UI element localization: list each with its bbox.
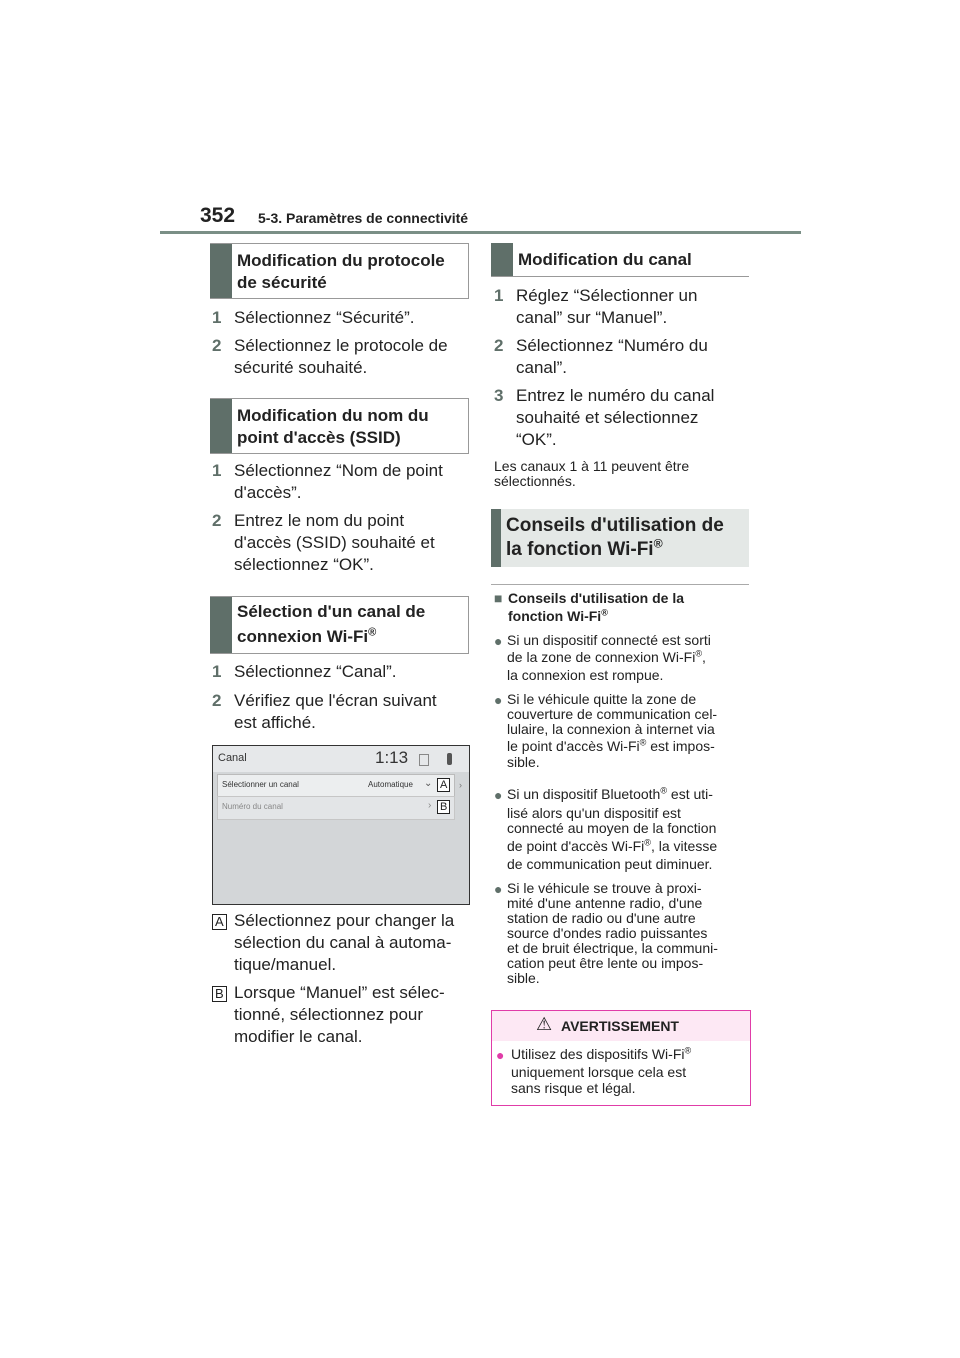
screen-title: Canal bbox=[218, 752, 247, 764]
step-number: 2 bbox=[212, 691, 222, 710]
warning-title: AVERTISSEMENT bbox=[561, 1018, 679, 1034]
section-title: 5-3. Paramètres de connectivité bbox=[258, 210, 469, 226]
tip-line: connecté au moyen de la fonction bbox=[507, 820, 717, 836]
warning-box bbox=[491, 1010, 751, 1106]
bullet-icon: ● bbox=[496, 1047, 505, 1063]
heading-line: Sélection d'un canal de bbox=[237, 602, 426, 621]
heading-line: Modification du nom du bbox=[237, 406, 429, 425]
step-text: Sélectionnez “Nom de point bbox=[234, 461, 443, 480]
tip-item bbox=[494, 881, 754, 991]
legend-text: modifier le canal. bbox=[234, 1027, 363, 1046]
heading-bar bbox=[491, 243, 513, 276]
tip-line: lulaire, la connexion à internet via bbox=[507, 721, 715, 737]
step-text: Sélectionnez “Canal”. bbox=[234, 662, 397, 681]
heading-security-protocol bbox=[210, 243, 469, 299]
registered-mark: ® bbox=[601, 607, 608, 618]
arrow-icon: › bbox=[459, 780, 462, 790]
screen-clock: 1:13 bbox=[375, 748, 409, 767]
heading-bar bbox=[210, 597, 232, 653]
heading-channel-modification bbox=[491, 243, 749, 277]
channel-screen-illustration bbox=[212, 745, 470, 905]
step-text: canal”. bbox=[516, 358, 568, 377]
registered-mark: ® bbox=[368, 626, 377, 639]
tips-subheading bbox=[494, 590, 754, 626]
warning-line: sans risque et légal. bbox=[511, 1080, 636, 1096]
callout-a: A bbox=[437, 778, 450, 792]
step-text: d'accès”. bbox=[234, 483, 302, 502]
step-item bbox=[494, 285, 754, 329]
screen-titlebar bbox=[213, 746, 469, 772]
tip-line: Si un dispositif Bluetooth® est uti- bbox=[507, 785, 713, 802]
step-text: sélectionnez “OK”. bbox=[234, 555, 374, 574]
divider bbox=[491, 584, 749, 585]
tip-line: cation peut être lente ou impos- bbox=[507, 955, 704, 971]
legend-text: tionné, sélectionnez pour bbox=[234, 1005, 424, 1024]
heading-line bbox=[506, 538, 663, 562]
header-rule bbox=[160, 231, 801, 234]
tip-line: de la zone de connexion Wi-Fi®, bbox=[507, 648, 706, 665]
row-label: Numéro du canal bbox=[222, 802, 283, 811]
heading-line: Conseils d'utilisation de bbox=[506, 515, 724, 536]
step-item bbox=[212, 307, 472, 329]
bullet-icon: ● bbox=[494, 633, 503, 649]
step-item bbox=[212, 335, 472, 379]
legend-item bbox=[212, 982, 474, 1048]
legend-text: Lorsque “Manuel” est sélec- bbox=[234, 983, 445, 1002]
row-label: Sélectionner un canal bbox=[222, 780, 299, 789]
registered-mark: ® bbox=[653, 536, 663, 551]
step-text: d'accès (SSID) souhaité et bbox=[234, 533, 435, 552]
warning-line: Utilisez des dispositifs Wi-Fi® bbox=[511, 1045, 692, 1062]
callout-label: B bbox=[212, 986, 227, 1002]
bullet-icon: ● bbox=[494, 787, 503, 803]
tip-line: station de radio ou d'une autre bbox=[507, 910, 696, 926]
tip-line: lisé alors qu'un dispositif est bbox=[507, 805, 681, 821]
step-number: 1 bbox=[212, 662, 222, 681]
step-text: Sélectionnez “Sécurité”. bbox=[234, 308, 415, 327]
warning-triangle-icon: ⚠ bbox=[536, 1014, 553, 1034]
step-number: 1 bbox=[212, 461, 222, 480]
channel-number-row[interactable] bbox=[217, 796, 455, 820]
subheading-text: fonction Wi-Fi bbox=[508, 608, 602, 624]
heading-text: la fonction Wi-Fi bbox=[506, 539, 654, 560]
tip-line: mité d'une antenne radio, d'une bbox=[507, 895, 703, 911]
tip-line: sible. bbox=[507, 970, 540, 986]
heading-text: connexion Wi-Fi bbox=[237, 627, 369, 646]
heading-bar bbox=[491, 509, 501, 567]
tip-line: la connexion est rompue. bbox=[507, 667, 664, 683]
warning-line: uniquement lorsque cela est bbox=[511, 1064, 687, 1080]
row-value: Automatique bbox=[368, 780, 413, 789]
step-text: Sélectionnez “Numéro du bbox=[516, 336, 708, 355]
note-line: sélectionnés. bbox=[494, 473, 576, 489]
tip-item bbox=[494, 787, 754, 875]
subheading-line bbox=[508, 608, 608, 625]
subheading-line: Conseils d'utilisation de la bbox=[508, 590, 685, 606]
step-text: Entrez le nom du point bbox=[234, 511, 405, 530]
heading-wifi-tips bbox=[491, 509, 749, 567]
step-text: Sélectionnez le protocole de bbox=[234, 336, 448, 355]
step-text: sécurité souhaité. bbox=[234, 358, 368, 377]
tip-line: Si le véhicule se trouve à proxi- bbox=[507, 880, 702, 896]
bullet-icon: ● bbox=[494, 881, 503, 897]
tip-item bbox=[494, 633, 754, 685]
heading-line: Modification du protocole bbox=[237, 251, 445, 270]
battery-icon bbox=[447, 753, 452, 765]
heading-line: de sécurité bbox=[237, 273, 327, 292]
heading-bar bbox=[210, 399, 232, 453]
heading-ssid bbox=[210, 398, 469, 454]
square-bullet-icon: ■ bbox=[494, 590, 503, 606]
chevron-down-icon: ⌄ bbox=[424, 778, 433, 789]
heading-bar bbox=[210, 244, 232, 298]
warning-item bbox=[496, 1047, 746, 1101]
tip-line: source d'ondes radio puissantes bbox=[507, 925, 708, 941]
step-number: 1 bbox=[212, 308, 222, 327]
tip-line: Si le véhicule quitte la zone de bbox=[507, 691, 697, 707]
legend-text: tique/manuel. bbox=[234, 955, 337, 974]
select-channel-row[interactable] bbox=[217, 774, 455, 798]
heading-line: point d'accès (SSID) bbox=[237, 428, 401, 447]
chevron-right-icon: › bbox=[428, 800, 432, 811]
step-number: 2 bbox=[212, 511, 222, 530]
step-item bbox=[494, 385, 754, 451]
tip-line: Si un dispositif connecté est sorti bbox=[507, 632, 711, 648]
step-text: Vérifiez que l'écran suivant bbox=[234, 691, 437, 710]
step-text: souhaité et sélectionnez bbox=[516, 408, 699, 427]
step-item bbox=[494, 335, 754, 379]
step-number: 1 bbox=[494, 286, 504, 305]
step-item bbox=[212, 690, 472, 734]
note-line: Les canaux 1 à 11 peuvent être bbox=[494, 458, 690, 474]
warning-header bbox=[492, 1011, 750, 1041]
step-number: 2 bbox=[494, 336, 504, 355]
tip-line: le point d'accès Wi-Fi® est impos- bbox=[507, 737, 715, 754]
callout-b: B bbox=[437, 800, 450, 814]
tip-line: de communication peut diminuer. bbox=[507, 856, 713, 872]
step-item bbox=[212, 661, 472, 683]
tip-line: et de bruit électrique, la communi- bbox=[507, 940, 718, 956]
page-number: 352 bbox=[200, 204, 236, 227]
step-number: 2 bbox=[212, 336, 222, 355]
legend-text: sélection du canal à automa- bbox=[234, 933, 452, 952]
step-text: est affiché. bbox=[234, 713, 316, 732]
step-item bbox=[212, 460, 472, 504]
step-text: Entrez le numéro du canal bbox=[516, 386, 715, 405]
heading-line bbox=[237, 626, 376, 648]
step-text: Réglez “Sélectionner un bbox=[516, 286, 698, 305]
step-text: “OK”. bbox=[516, 430, 557, 449]
legend-item bbox=[212, 910, 474, 976]
status-icon bbox=[419, 754, 429, 766]
tip-item bbox=[494, 692, 754, 778]
legend-text: Sélectionnez pour changer la bbox=[234, 911, 455, 930]
step-item bbox=[212, 510, 472, 576]
bullet-icon: ● bbox=[494, 692, 503, 708]
heading-line: Modification du canal bbox=[518, 250, 692, 269]
tip-line: de point d'accès Wi-Fi®, la vitesse bbox=[507, 837, 718, 854]
heading-wifi-channel bbox=[210, 596, 469, 654]
callout-label: A bbox=[212, 914, 227, 930]
channel-note bbox=[494, 459, 754, 489]
tip-line: sible. bbox=[507, 754, 540, 770]
tip-line: couverture de communication cel- bbox=[507, 706, 718, 722]
step-number: 3 bbox=[494, 386, 504, 405]
step-text: canal” sur “Manuel”. bbox=[516, 308, 668, 327]
